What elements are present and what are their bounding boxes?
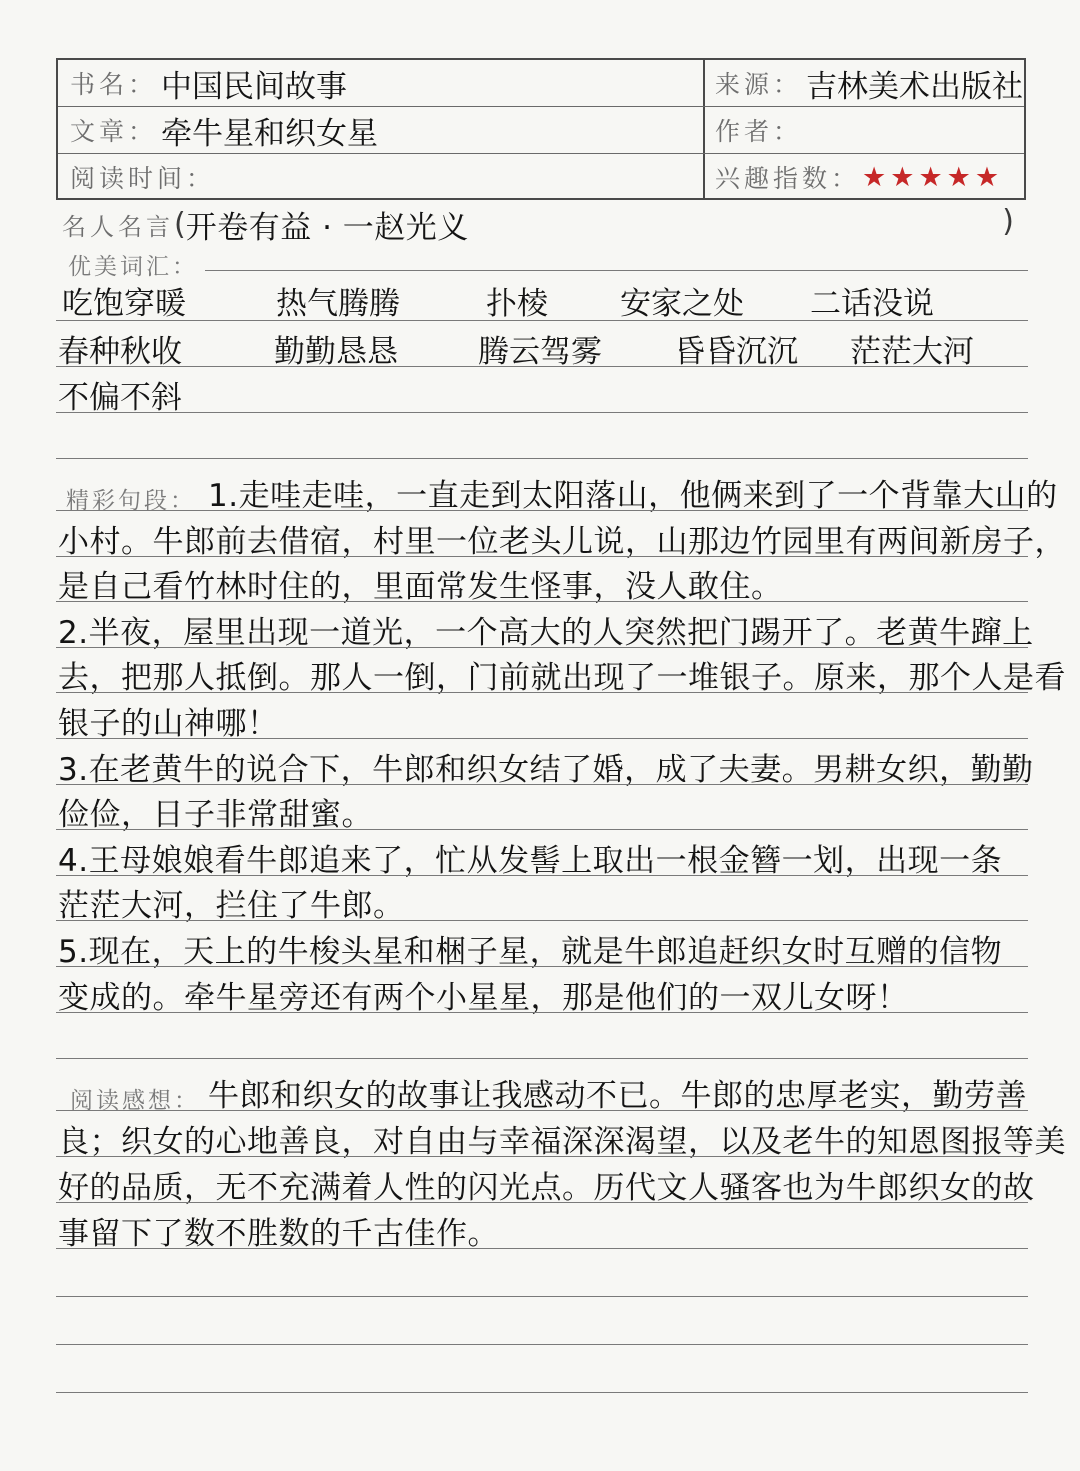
thought-line: 事留下了数不胜数的千古佳作。	[58, 1216, 499, 1252]
source-label: 来源：	[715, 70, 803, 99]
vocab-row-3	[58, 372, 1018, 416]
ruled-line	[56, 647, 1028, 648]
ruled-line	[56, 1392, 1028, 1393]
ruled-line	[56, 1202, 1028, 1203]
article-field	[70, 107, 378, 153]
passage-line: 2.半夜，屋里出现一道光，一个高大的人突然把门踢开了。老黄牛蹿上	[58, 614, 1034, 651]
interest-label: 兴趣指数：	[715, 164, 861, 193]
ruled-line	[56, 1110, 1028, 1111]
ruled-line	[56, 784, 1028, 785]
ruled-line	[205, 270, 1028, 271]
thought-line: 牛郎和织女的故事让我感动不已。牛郎的忠厚老实，勤劳善	[208, 1078, 1027, 1114]
interest-rating	[862, 161, 1000, 193]
passage-line: 小村。牛郎前去借宿，村里一位老头儿说，山那边竹园里有两间新房子，	[58, 523, 1066, 560]
ruled-line	[56, 875, 1028, 876]
famous-quote-label: 名人名言	[62, 212, 174, 241]
ruled-line	[56, 412, 1028, 413]
passage-line: 3.在老黄牛的说合下，牛郎和织女结了婚，成了夫妻。男耕女织，勤勤	[58, 751, 1034, 788]
ruled-line	[56, 738, 1028, 739]
vocab-word: 腾云驾雾	[478, 334, 602, 370]
ruled-line	[56, 920, 1028, 921]
star-icon: ★	[918, 161, 943, 193]
vocab-word: 春种秋收	[58, 334, 182, 370]
vocab-word: 安家之处	[620, 286, 744, 322]
ruled-line	[56, 366, 1028, 367]
vocab-word: 热气腾腾	[276, 286, 400, 322]
source-value: 吉林美术出版社	[806, 68, 1024, 105]
vocab-word: 勤勤恳恳	[274, 334, 398, 370]
book-name-label: 书名：	[70, 70, 158, 99]
passage-line: 4.王母娘娘看牛郎追来了，忙从发髻上取出一根金簪一划，出现一条	[58, 842, 1003, 879]
passage-line: 去，把那人抵倒。那人一倒，门前就出现了一堆银子。原来，那个人是看	[58, 660, 1066, 697]
thought-line: 好的品质，无不充满着人性的闪光点。历代文人骚客也为牛郎织女的故	[58, 1170, 1035, 1206]
passage-line: 是自己看竹林时住的，里面常发生怪事，没人敢住。	[58, 569, 783, 606]
article-label: 文章：	[70, 117, 158, 146]
vocab-word: 昏昏沉沉	[674, 334, 798, 370]
star-icon: ★	[974, 161, 1000, 193]
ruled-line	[56, 601, 1028, 602]
vocab-row-2	[58, 326, 1018, 370]
vocab-word: 扑棱	[486, 286, 548, 322]
vocab-word: 吃饱穿暖	[62, 286, 186, 322]
table-divider	[703, 60, 705, 198]
star-icon: ★	[890, 161, 915, 193]
star-icon: ★	[862, 161, 887, 193]
ruled-line	[56, 1156, 1028, 1157]
interest-field	[715, 154, 999, 200]
vocab-row-1	[58, 278, 1018, 322]
article-value: 牵牛星和织女星	[161, 115, 379, 152]
vocab-word: 不偏不斜	[58, 380, 182, 416]
ruled-line	[56, 1296, 1028, 1297]
vocab-word: 二话没说	[810, 286, 934, 322]
quote-open-paren: (	[174, 206, 186, 242]
ruled-line	[56, 320, 1028, 321]
ruled-line	[56, 458, 1028, 459]
author-label: 作者：	[715, 117, 803, 146]
passage-line: 俭俭，日子非常甜蜜。	[58, 797, 373, 834]
passage-line: 银子的山神哪！	[58, 706, 279, 742]
reading-time-field	[70, 154, 219, 200]
famous-quote-text: 开卷有益 · 一赵光义	[185, 209, 469, 246]
author-field	[715, 107, 806, 153]
thought-line: 良；织女的心地善良，对自由与幸福深深渴望，以及老牛的知恩图报等美	[58, 1124, 1066, 1160]
vocab-label: 优美词汇：	[68, 254, 198, 280]
ruled-line	[56, 510, 1028, 511]
ruled-line	[56, 692, 1028, 693]
quote-close-paren: )	[1002, 204, 1014, 239]
vocab-word: 茫茫大河	[850, 334, 974, 370]
famous-quote-row	[62, 204, 1022, 244]
passage-line: 茫茫大河，拦住了牛郎。	[58, 888, 405, 925]
ruled-line	[56, 1012, 1028, 1013]
passage-line: 1.走哇走哇，一直走到太阳落山，他俩来到了一个背靠大山的	[208, 478, 1058, 514]
ruled-line	[56, 1344, 1028, 1345]
reading-time-label: 阅读时间：	[70, 164, 216, 193]
ruled-line	[56, 556, 1028, 557]
ruled-line	[56, 966, 1028, 967]
source-field	[715, 60, 1023, 106]
book-info-table	[56, 58, 1026, 200]
passage-line: 变成的。牵牛星旁还有两个小星星，那是他们的一双儿女呀！	[58, 979, 909, 1016]
book-name-value: 中国民间故事	[161, 68, 348, 105]
ruled-line	[56, 1248, 1028, 1249]
ruled-line	[56, 1058, 1028, 1059]
passages-label: 精彩句段：	[66, 488, 196, 514]
star-icon: ★	[946, 161, 971, 193]
ruled-line	[56, 829, 1028, 830]
thoughts-label: 阅读感想：	[70, 1088, 200, 1114]
book-name-field	[70, 60, 347, 106]
passage-line: 5.现在，天上的牛梭头星和梱子星，就是牛郎追赶织女时互赠的信物	[58, 934, 1003, 970]
